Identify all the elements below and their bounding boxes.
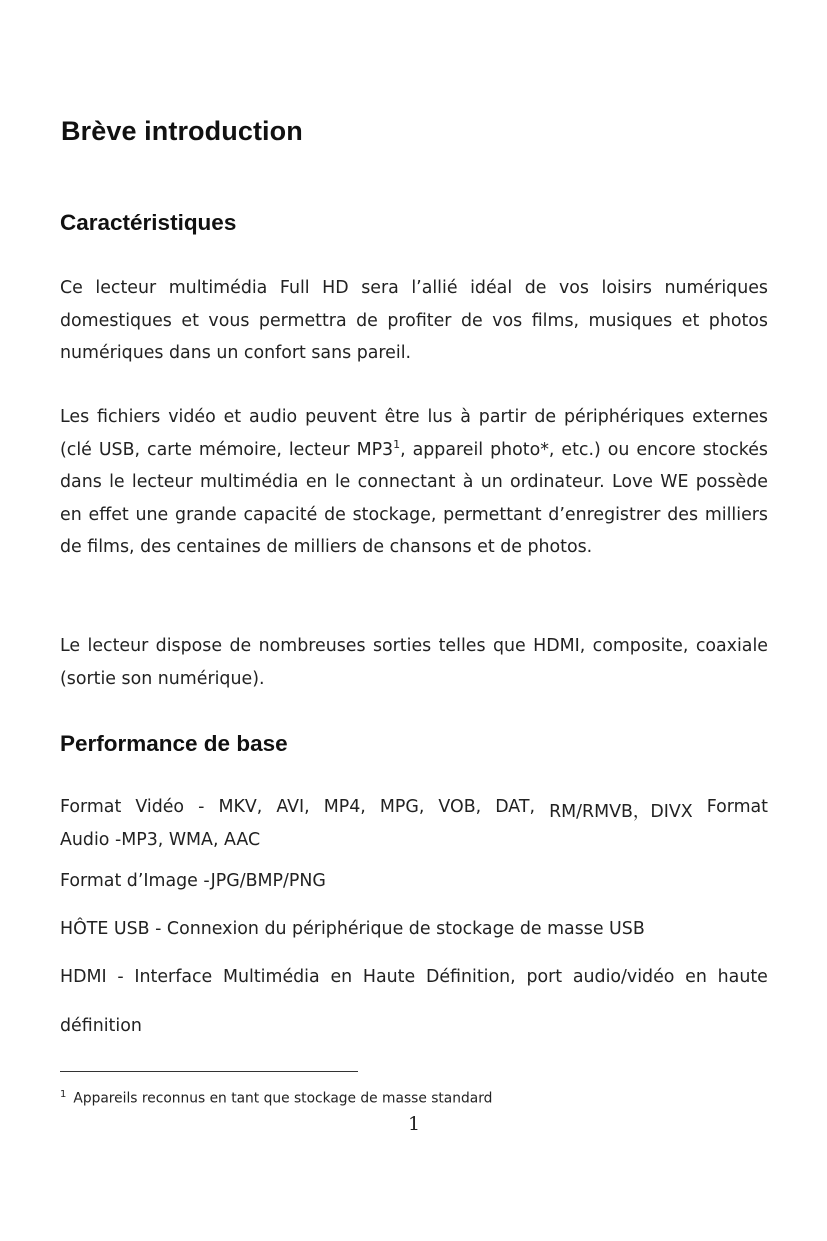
image-format-line: Format d’Image -JPG/BMP/PNG: [60, 871, 326, 891]
hdmi-line-1-word: Multimédia: [223, 967, 320, 987]
video-format-line-word: RM/RMVB，DIVX: [549, 802, 693, 822]
video-format-line-word: DAT,: [495, 797, 536, 817]
hdmi-line-1-word: en: [685, 967, 707, 987]
page-number: 1: [407, 1113, 421, 1135]
hdmi-line-1: [60, 967, 768, 987]
footnote-separator: [60, 1071, 358, 1072]
hdmi-line-1-word: port: [526, 967, 563, 987]
features-paragraph-3: Le lecteur dispose de nombreuses sorties telles que HDMI, composite, coaxiale (sortie son numérique).: [60, 636, 768, 689]
video-format-line-word: MP4,: [323, 797, 366, 817]
hdmi-line-2: définition: [60, 1016, 142, 1036]
hdmi-line-1-word: HDMI: [60, 967, 107, 987]
video-format-line-word: AVI,: [276, 797, 310, 817]
hdmi-line-1-word: audio/vidéo: [572, 967, 675, 987]
hdmi-line-1-word: Définition,: [425, 967, 516, 987]
video-format-line-word: Format: [706, 797, 768, 817]
video-format-line-word: -: [198, 797, 205, 817]
features-paragraph-2-part-2: , appareil photo*, etc.) ou encore stockés dans le lecteur multimédia en le connectant à un ordinateur. Love WE possède en effet une grande capacité de stockage, permettant d’enregistrer des milliers de films, des centaines de milliers de chansons et de photos.: [60, 439, 768, 558]
video-format-line-word: MPG,: [379, 797, 425, 817]
video-format-line-word: Format: [60, 797, 122, 817]
footnote-marker: 1: [60, 1089, 67, 1100]
video-format-line-word: VOB,: [438, 797, 482, 817]
section-heading-performance: Performance de base: [60, 731, 288, 756]
page-title: Brève introduction: [61, 116, 303, 146]
video-format-line-word: MKV,: [218, 797, 263, 817]
hdmi-line-1-word: haute: [717, 967, 768, 987]
usb-host-line: HÔTE USB - Connexion du périphérique de stockage de masse USB: [60, 919, 645, 939]
footnote-reference: 1: [393, 437, 401, 451]
section-heading-features: Caractéristiques: [60, 210, 237, 235]
video-format-line-word: Vidéo: [135, 797, 185, 817]
footnote: [60, 1089, 492, 1107]
audio-format-line: Audio -MP3, WMA, AAC: [60, 830, 261, 850]
hdmi-line-1-word: -: [117, 967, 124, 987]
hdmi-line-1-word: Interface: [134, 967, 213, 987]
video-format-line: [60, 797, 768, 822]
features-paragraph-1: Ce lecteur multimédia Full HD sera l’allié idéal de vos loisirs numériques domestiques et vous permettra de profiter de vos films, musiques et photos numériques dans un confort sans pareil.: [60, 278, 768, 364]
hdmi-line-1-word: Haute: [362, 967, 416, 987]
footnote-text: Appareils reconnus en tant que stockage de masse standard: [73, 1090, 493, 1107]
features-paragraph-2: [60, 401, 768, 564]
hdmi-line-1-word: en: [330, 967, 353, 987]
features-paragraph-2-part-1: Les fichiers vidéo et audio peuvent être lus à partir de périphériques externes (clé USB, carte mémoire, lecteur MP3: [60, 407, 768, 460]
